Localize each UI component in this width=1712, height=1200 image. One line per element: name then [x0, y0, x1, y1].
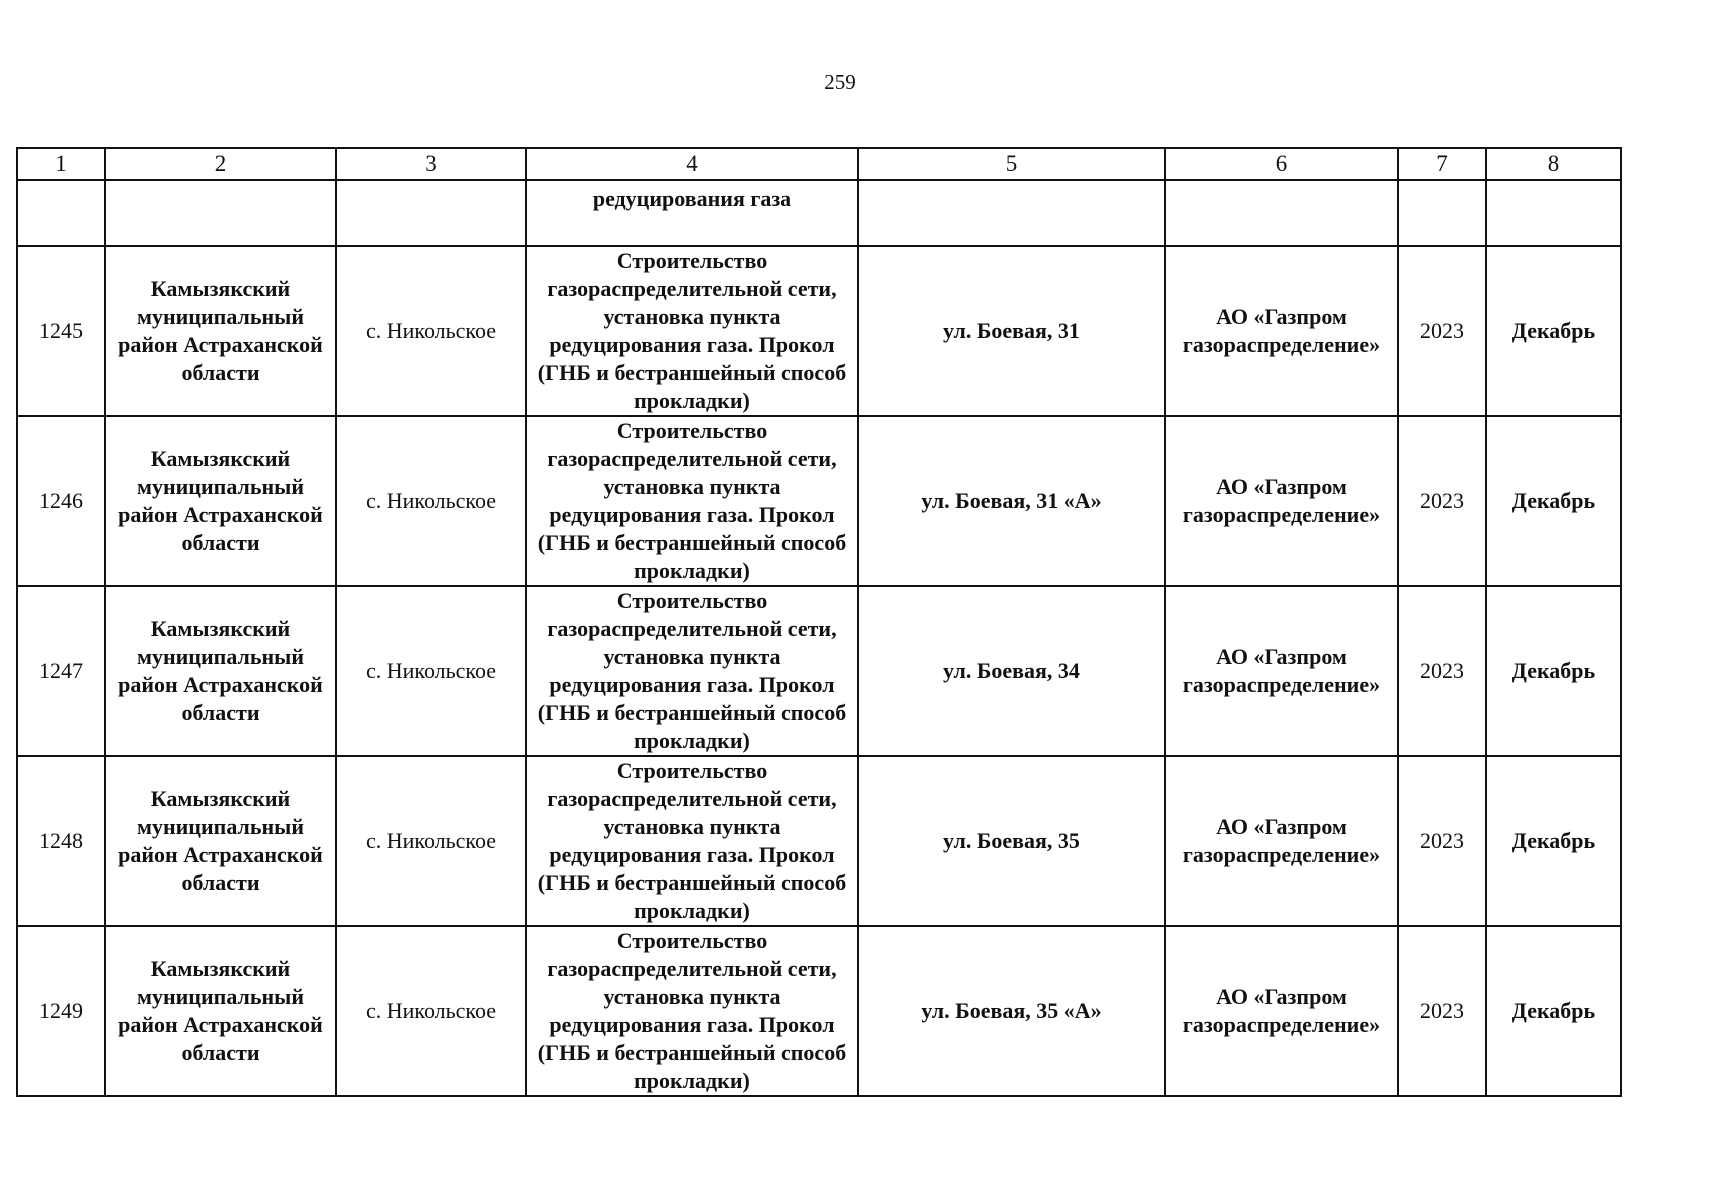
table-row [17, 586, 1621, 756]
table-cell [336, 180, 526, 246]
table-row [17, 926, 1621, 1096]
month-cell: Декабрь [1486, 416, 1621, 586]
address-cell: ул. Боевая, 34 [858, 586, 1165, 756]
settlement-cell: с. Никольское [336, 586, 526, 756]
table-cell [1165, 180, 1398, 246]
row-number-cell: 1248 [17, 756, 105, 926]
page-number: 259 [824, 70, 856, 94]
table-body [17, 180, 1621, 1096]
row-number-cell: 1249 [17, 926, 105, 1096]
table-cell [17, 180, 105, 246]
settlement-cell: с. Никольское [336, 246, 526, 416]
month-cell: Декабрь [1486, 586, 1621, 756]
table-cell [105, 180, 336, 246]
row-number-cell: 1245 [17, 246, 105, 416]
month-cell: Декабрь [1486, 926, 1621, 1096]
work-description-cell: Строительство газораспределительной сети, установка пункта редуцирования газа. Прокол (ГНБ и бестраншейный способ прокладки) [526, 756, 858, 926]
work-description-cell: Строительство газораспределительной сети, установка пункта редуцирования газа. Прокол (ГНБ и бестраншейный способ прокладки) [526, 586, 858, 756]
month-cell: Декабрь [1486, 246, 1621, 416]
year-cell: 2023 [1398, 246, 1486, 416]
address-cell: ул. Боевая, 35 [858, 756, 1165, 926]
year-cell: 2023 [1398, 756, 1486, 926]
work-description-cell: Строительство газораспределительной сети, установка пункта редуцирования газа. Прокол (ГНБ и бестраншейный способ прокладки) [526, 416, 858, 586]
header-cell: 4 [526, 148, 858, 180]
table-row [17, 246, 1621, 416]
organization-cell: АО «Газпром газораспределение» [1165, 416, 1398, 586]
continuation-work-cell: редуцирования газа [526, 180, 858, 246]
header-cell: 6 [1165, 148, 1398, 180]
table-row [17, 416, 1621, 586]
organization-cell: АО «Газпром газораспределение» [1165, 926, 1398, 1096]
organization-cell: АО «Газпром газораспределение» [1165, 586, 1398, 756]
year-cell: 2023 [1398, 926, 1486, 1096]
district-cell: Камызякский муниципальный район Астраханской области [105, 756, 336, 926]
header-cell: 3 [336, 148, 526, 180]
organization-cell: АО «Газпром газораспределение» [1165, 756, 1398, 926]
header-cell: 1 [17, 148, 105, 180]
district-cell: Камызякский муниципальный район Астраханской области [105, 416, 336, 586]
header-row [17, 148, 1621, 180]
table-row [17, 756, 1621, 926]
work-description-cell: Строительство газораспределительной сети, установка пункта редуцирования газа. Прокол (ГНБ и бестраншейный способ прокладки) [526, 246, 858, 416]
works-table [16, 147, 1622, 1097]
table-cell [1486, 180, 1621, 246]
table-cell [858, 180, 1165, 246]
district-cell: Камызякский муниципальный район Астраханской области [105, 246, 336, 416]
address-cell: ул. Боевая, 31 [858, 246, 1165, 416]
year-cell: 2023 [1398, 586, 1486, 756]
settlement-cell: с. Никольское [336, 416, 526, 586]
settlement-cell: с. Никольское [336, 756, 526, 926]
organization-cell: АО «Газпром газораспределение» [1165, 246, 1398, 416]
year-cell: 2023 [1398, 416, 1486, 586]
row-number-cell: 1246 [17, 416, 105, 586]
header-cell: 5 [858, 148, 1165, 180]
header-cell: 2 [105, 148, 336, 180]
settlement-cell: с. Никольское [336, 926, 526, 1096]
header-cell: 7 [1398, 148, 1486, 180]
district-cell: Камызякский муниципальный район Астраханской области [105, 586, 336, 756]
continuation-row [17, 180, 1621, 246]
table-cell [1398, 180, 1486, 246]
header-cell: 8 [1486, 148, 1621, 180]
month-cell: Декабрь [1486, 756, 1621, 926]
district-cell: Камызякский муниципальный район Астраханской области [105, 926, 336, 1096]
address-cell: ул. Боевая, 31 «А» [858, 416, 1165, 586]
address-cell: ул. Боевая, 35 «А» [858, 926, 1165, 1096]
row-number-cell: 1247 [17, 586, 105, 756]
work-description-cell: Строительство газораспределительной сети, установка пункта редуцирования газа. Прокол (ГНБ и бестраншейный способ прокладки) [526, 926, 858, 1096]
